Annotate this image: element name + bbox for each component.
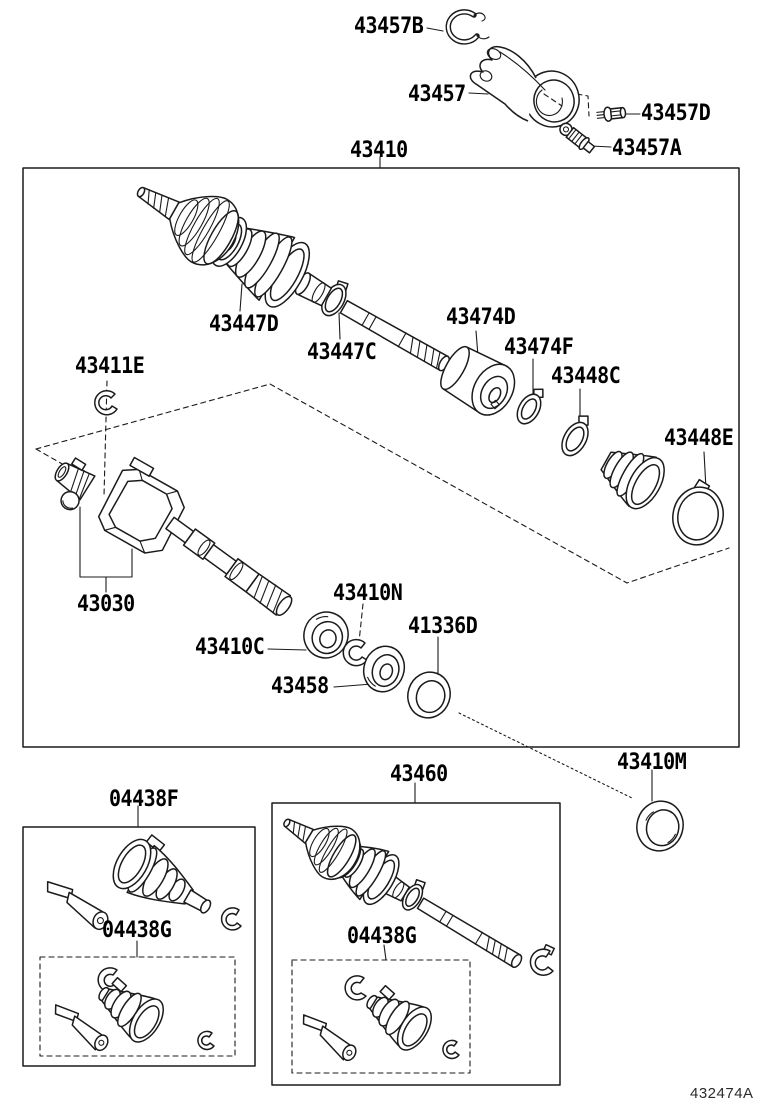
part-label-41336d: 41336D bbox=[408, 611, 478, 639]
seal-43410m-drawing bbox=[631, 796, 688, 856]
leader-43410n-dashed bbox=[359, 604, 363, 642]
bolt-43457d-drawing bbox=[596, 105, 626, 122]
kit-04438g-rear-contents bbox=[294, 976, 459, 1064]
kit-04438g-front-contents bbox=[46, 968, 214, 1054]
snap-ring-43410n-drawing bbox=[343, 640, 367, 666]
inner-shaft-drawing bbox=[163, 513, 295, 618]
part-label-43447d: 43447D bbox=[209, 309, 279, 337]
snap-ring-43457b-drawing bbox=[448, 12, 489, 42]
part-label-43460: 43460 bbox=[390, 759, 448, 787]
front-axle-outboard-drawing bbox=[121, 159, 465, 396]
rear-axle-drawing bbox=[270, 798, 534, 987]
part-label-43474d: 43474D bbox=[446, 302, 516, 330]
bracket-43457-drawing bbox=[470, 47, 586, 134]
part-label-43458: 43458 bbox=[271, 671, 329, 699]
inboard-boot-drawing bbox=[592, 437, 672, 515]
part-label-04438f: 04438F bbox=[109, 784, 179, 812]
inner-joint-housing-drawing bbox=[93, 456, 196, 560]
part-label-43474f: 43474F bbox=[504, 332, 574, 360]
clamp-43474f-drawing bbox=[512, 383, 549, 428]
part-label-43411e: 43411E bbox=[75, 351, 145, 379]
part-label-43457b: 43457B bbox=[354, 11, 424, 39]
part-label-43457: 43457 bbox=[408, 79, 466, 107]
part-label-04438g-rear: 04438G bbox=[347, 921, 417, 949]
part-label-43457a: 43457A bbox=[612, 133, 682, 161]
leader-43410m-dashed bbox=[459, 713, 634, 799]
deflector-43458-drawing bbox=[358, 641, 410, 697]
part-label-43410: 43410 bbox=[350, 135, 408, 163]
part-label-43410m: 43410M bbox=[617, 747, 687, 775]
seal-41336d-drawing bbox=[402, 667, 456, 724]
screw-43457a-drawing bbox=[557, 120, 596, 155]
part-label-43448e: 43448E bbox=[664, 423, 734, 451]
figure-code: 432474A bbox=[690, 1085, 754, 1102]
clamp-43448e-drawing bbox=[668, 476, 730, 550]
tripod-joint-drawing bbox=[42, 453, 98, 513]
clamp-43448c-drawing bbox=[557, 411, 598, 460]
part-label-43410n: 43410N bbox=[333, 578, 403, 606]
part-label-04438g-front: 04438G bbox=[102, 915, 172, 943]
leader-43411e-dashed bbox=[104, 381, 107, 496]
part-label-43410c: 43410C bbox=[195, 632, 265, 660]
part-label-43447c: 43447C bbox=[307, 337, 377, 365]
part-label-43030: 43030 bbox=[77, 589, 135, 617]
part-label-43457d: 43457D bbox=[641, 98, 711, 126]
part-label-43448c: 43448C bbox=[551, 361, 621, 389]
rear-clamp-drawing bbox=[530, 945, 554, 976]
